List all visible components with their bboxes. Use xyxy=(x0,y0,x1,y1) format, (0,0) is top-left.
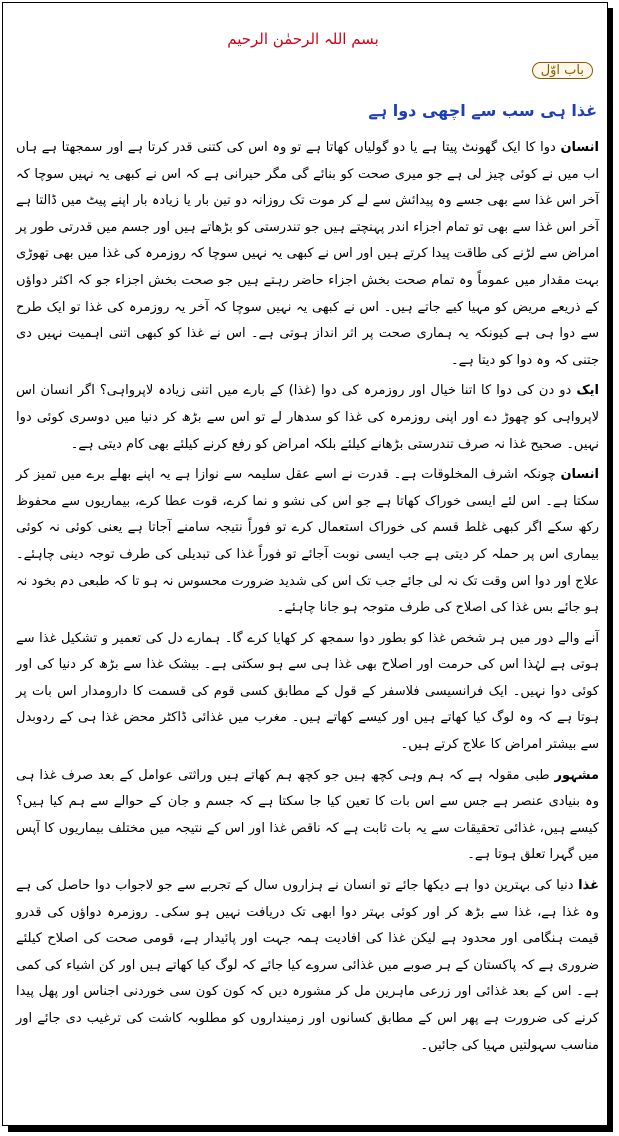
paragraph-lead-word: انسان xyxy=(560,467,599,483)
paragraph xyxy=(16,378,599,458)
paragraph xyxy=(16,135,599,374)
paragraph xyxy=(16,462,599,622)
chapter-label: باب اوّل xyxy=(532,62,593,79)
page-title: غذا ہی سب سے اچھی دوا ہے xyxy=(368,101,597,120)
article-body xyxy=(16,135,599,1063)
frame-shadow-right xyxy=(608,8,613,1132)
paragraph-text: دو دن کی دوا کا اتنا خیال اور روزمرہ کی دوا (غذا) کے بارے میں اتنی زیادہ لاپرواہی؟ اگر انسان اس لاپرواہی کو چھوڑ دے اور اپنی روزمرہ کی غذا کو سدھار لے تو اس سے بڑھ کر دنیا میں دوسری کوئی دوا نہیں۔ صحیح غذا نہ صرف تندرستی بڑھانے کیلئے بلکہ امراض کو رفع کرنے کیلئے بھی کام دیتی ہے۔ xyxy=(16,383,599,452)
paragraph-text: طبی مقولہ ہے کہ ہم وہی کچھ ہیں جو کچھ ہم کھاتے ہیں وراثتی عوامل کے بعد صرف غذا ہی وہ بنیادی عنصر ہے جس سے اس بات کا تعین کیا جا سکتا ہے کہ جسم و جان کے حوالے سے ہم کیا ہیں؟ کیسے ہیں، غذائی تحقیقات سے یہ بات ثابت ہے کہ ناقص غذا اور اس کے نتیجہ میں مختلف بیماریوں کا آپس میں گہرا تعلق ہوتا ہے۔ xyxy=(16,767,599,863)
paragraph-lead-word: انسان xyxy=(560,140,599,155)
paragraph-text: آنے والے دور میں ہر شخص غذا کو بطور دوا سمجھ کر کھایا کرے گا۔ ہمارے دل کی تعمیر و تشکیل غذا سے ہوتی ہے لہٰذا اس کی حرمت اور اصلاح بھی غذا ہی سے ہو سکتی ہے۔ بیشک غذا سے بڑھ کر دنیا کی اور کوئی دوا نہیں۔ ایک فرانسیسی فلاسفر کے قول کے مطابق کسی قوم کی قسمت کا دارومدار اس بات پر ہوتا ہے کہ وہ لوگ کیا کھاتے ہیں اور کیسے کھاتے ہیں۔ مغرب میں غذائی ڈاکٹر محض غذا ہی کے ردوبدل سے بیشتر امراض کا علاج کرتے ہیں۔ xyxy=(16,630,599,753)
paragraph xyxy=(16,873,599,1059)
paragraph-text: چونکہ اشرف المخلوقات ہے۔ قدرت نے اسے عقل سلیمہ سے نوازا ہے یہ اپنے بھلے برے میں تمیز کر سکتا ہے۔ اس لئے ایسی خوراک کھاتا ہے جو اس کی نشو و نما کرے، قوت عطا کرے، بیماریوں سے محفوظ رکھ سکے اگر کبھی غلط قسم کی خوراک استعمال کرے تو فوراً نتیجہ سامنے آجاتا ہے یعنی کوئی نہ کوئی بیماری اس پر حملہ کر دیتی ہے جب ایسی نوبت آجائے تو فوراً غذا کی تبدیلی کی طرف توجہ دینی چاہئے۔ علاج اور دوا اس وقت تک نہ لی جائے جب تک اس کی شدید ضرورت محسوس نہ ہو تا کہ طبعی دم بخود نہ ہو جائے بس غذا کی اصلاح کی طرف متوجہ ہو جانا چاہئے۔ xyxy=(16,467,599,616)
paragraph-lead-word: غذا xyxy=(578,878,599,894)
paragraph-text: دوا کا ایک گھونٹ پیتا ہے یا دو گولیاں کھاتا ہے تو وہ اس کی کتنی قدر کرتا ہے اور سمجھتا ہے ہاں اب میں نے کوئی چیز لی ہے جو میری صحت کو بنائے گی مگر حیرانی ہے کہ اس نے کبھی یہ نہیں سوچا کہ آخر اس غذا سے بھی جسے وہ پیدائش سے لے کر موت تک روزانہ دو تین بار یا زیادہ بار اپنے پیٹ میں ڈالتا ہے آخر اس غذا سے بھی تو تمام اجزاء اندر پہنچتے ہیں جو تندرستی کو بڑھاتے ہیں اور جسم میں قدرتی طور پر امراض سے لڑنے کی طاقت پیدا کرتے ہیں اور اس نے کبھی یہ نہیں سوچا کہ روزمرہ کی غذا میں بھی تھوڑی بہت مقدار میں عموماً وہ تمام صحت بخش اجزاء حاضر رہتے ہیں جو صحت بخش اجزاء جو کہ اکثر دواؤں کے ذریعے مریض کو مہیا کیے جاتے ہیں۔ اس نے کبھی یہ نہیں سوچا کہ آخر یہ روزمرہ کی غذا تو ایک طرح سے دوا ہی ہے کیونکہ یہ ہماری صحت پر اثر انداز ہوتی ہے۔ اس نے غذا کو کبھی اتنی اہمیت نہیں دی جتنی کہ وہ دوا کو دیتا ہے۔ xyxy=(16,140,599,368)
paragraph xyxy=(16,763,599,869)
paragraph-lead-word: مشہور xyxy=(554,767,599,783)
frame-shadow-bottom xyxy=(8,1126,613,1132)
paragraph xyxy=(16,626,599,759)
bismillah-heading: بسم اللہ الرحمٰن الرحیم xyxy=(227,30,379,48)
paragraph-lead-word: ایک xyxy=(576,383,599,399)
paragraph-text: دنیا کی بہترین دوا ہے دیکھا جائے تو انسان نے ہزاروں سال کے تجربے سے جو لاجواب دوا حاصل کی ہے وہ غذا ہے، غذا سے بڑھ کر اور کوئی بہتر دوا ابھی تک دریافت نہیں ہو سکی۔ روزمرہ دواؤں کی قدرو قیمت ہنگامی اور محدود ہے لیکن غذا کی افادیت ہمہ جہت اور پائیدار ہے، قومی صحت کی اصلاح کیلئے ضروری ہے کہ پاکستان کے ہر صوبے میں غذائی سروے کیا جائے کہ لوگ کیا کھاتے ہیں اور کن اشیاء کی کمی ہے۔ اس کے بعد غذائی اور زرعی ماہرین مل کر مشورہ دیں کہ کون کون سی خوردنی اجناس اور پھل پیدا کرنے کی ضرورت ہے پھر اس کے مطابق کسانوں اور زمینداروں کو مطلوبہ کاشت کی ترغیب دی جائے اور مناسب سہولتیں مہیا کی جائیں۔ xyxy=(16,878,599,1053)
